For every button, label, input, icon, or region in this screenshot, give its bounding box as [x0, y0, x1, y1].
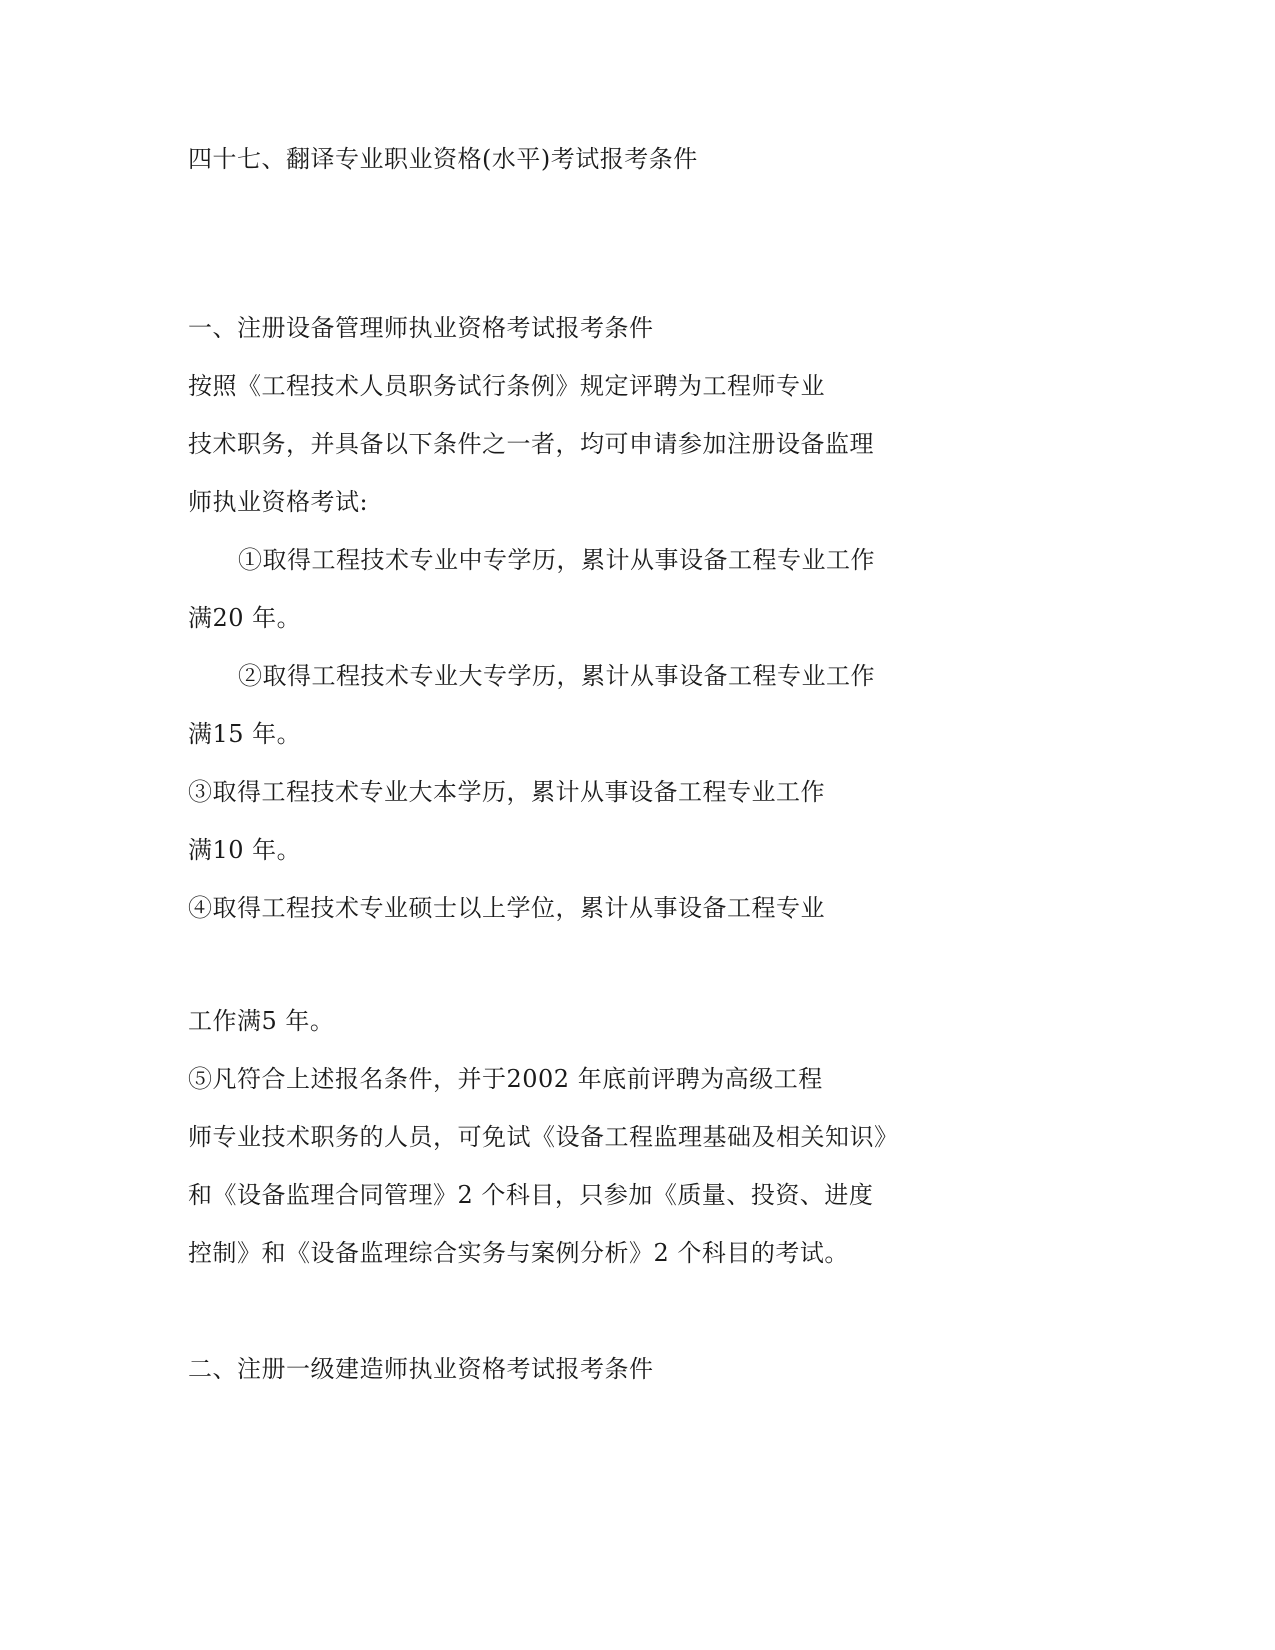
item-5-line-1: ⑤凡符合上述报名条件，并于2002 年底前评聘为高级工程	[188, 1065, 823, 1093]
item-3-line-2: 满10 年。	[188, 836, 302, 864]
item-4-line-2: 工作满5 年。	[188, 1007, 335, 1035]
item-2-line-1: ②取得工程技术专业大专学历，累计从事设备工程专业工作	[238, 662, 875, 690]
document-title: 四十七、翻译专业职业资格(水平)考试报考条件	[188, 145, 698, 173]
item-3-line-1: ③取得工程技术专业大本学历，累计从事设备工程专业工作	[188, 778, 825, 806]
intro-line-3: 师执业资格考试:	[188, 488, 369, 516]
item-1-line-2: 满20 年。	[188, 604, 302, 632]
item-5-line-2: 师专业技术职务的人员，可免试《设备工程监理基础及相关知识》	[188, 1123, 899, 1151]
intro-line-2: 技术职务，并具备以下条件之一者，均可申请参加注册设备监理	[188, 430, 874, 458]
item-5-line-4: 控制》和《设备监理综合实务与案例分析》2 个科目的考试。	[188, 1239, 849, 1267]
intro-line-1: 按照《工程技术人员职务试行条例》规定评聘为工程师专业	[188, 372, 825, 400]
section-2-heading: 二、注册一级建造师执业资格考试报考条件	[188, 1355, 654, 1383]
item-1-line-1: ①取得工程技术专业中专学历，累计从事设备工程专业工作	[238, 546, 875, 574]
item-5-line-3: 和《设备监理合同管理》2 个科目，只参加《质量、投资、进度	[188, 1181, 874, 1209]
item-2-line-2: 满15 年。	[188, 720, 302, 748]
section-1-heading: 一、注册设备管理师执业资格考试报考条件	[188, 314, 654, 342]
item-4-line-1: ④取得工程技术专业硕士以上学位，累计从事设备工程专业	[188, 894, 825, 922]
